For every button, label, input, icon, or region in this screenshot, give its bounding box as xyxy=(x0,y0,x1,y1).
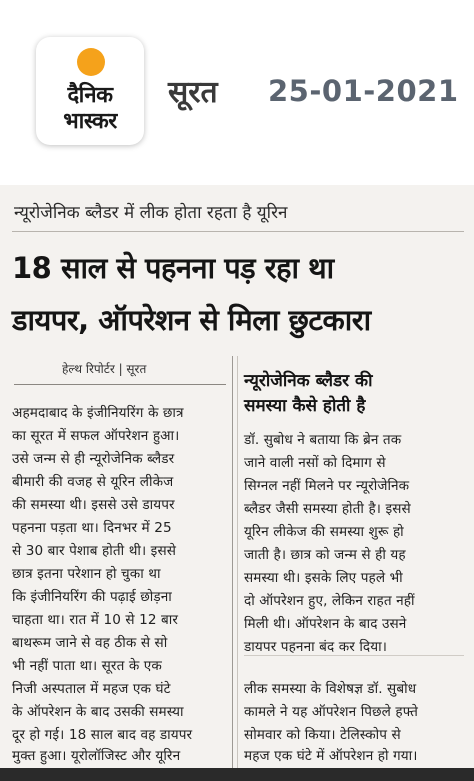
body-line: डॉ. सुबोध ने बताया कि ब्रेन तक xyxy=(244,432,402,448)
body-line: अहमदाबाद के इंजीनियरिंग के छात्र xyxy=(12,405,184,421)
article-byline: हेल्थ रिपोर्टर | सूरत xyxy=(62,362,147,376)
column-divider xyxy=(232,356,233,781)
body-line: के ऑपरेशन के बाद उसकी समस्या xyxy=(12,704,184,720)
body-line: का सूरत में सफल ऑपरेशन हुआ। xyxy=(12,428,180,444)
body-line: मिली थी। ऑपरेशन के बाद उसने xyxy=(244,616,407,632)
headline-line-1: 18 साल से पहनना पड़ रहा था xyxy=(12,251,334,285)
newspaper-logo xyxy=(36,37,144,145)
body-line: समस्या थी। इसके लिए पहले भी xyxy=(244,570,403,586)
body-line: की समस्या थी। इससे उसे डायपर xyxy=(12,497,175,513)
body-line: निजी अस्पताल में महज एक घंटे xyxy=(12,681,171,697)
edition-city: सूरत xyxy=(168,75,218,110)
body-line: महज एक घंटे में ऑपरेशन हो गया। xyxy=(244,748,418,764)
subhead-line-2: समस्या कैसे होती है xyxy=(244,396,366,416)
body-line: मुक्त हुआ। यूरोलॉजिस्ट और यूरिन xyxy=(12,748,181,764)
body-line: दूर हो गई। 18 साल बाद वह डायपर xyxy=(12,727,193,743)
body-line: जाने वाली नसों को दिमाग से xyxy=(244,455,386,471)
body-line: कि इंजीनियरिंग की पढ़ाई छोड़ना xyxy=(12,589,172,605)
paragraph-divider xyxy=(244,655,464,656)
body-line: उसे जन्म से ही न्यूरोजेनिक ब्लैडर xyxy=(12,451,175,467)
logo-text-top: दैनिक xyxy=(67,83,113,108)
kicker-divider xyxy=(12,231,464,232)
body-line: यूरिन लीकेज की समस्या शुरू हो xyxy=(244,524,404,540)
body-line: भी नहीं पाता था। सूरत के एक xyxy=(12,658,162,674)
bottom-edge xyxy=(0,768,474,781)
body-line: सोमवार को किया। टेलिस्कोप से xyxy=(244,727,401,743)
logo-text-bottom: भास्कर xyxy=(63,109,117,134)
sun-icon xyxy=(77,48,105,76)
edition-date: 25-01-2021 xyxy=(268,74,459,108)
body-line: पहनना पड़ता था। दिनभर में 25 xyxy=(12,520,172,536)
body-line: लीक समस्या के विशेषज्ञ डॉ. सुबोध xyxy=(244,681,417,697)
body-line: जाती है। छात्र को जन्म से ही यह xyxy=(244,547,406,563)
body-line: डायपर पहनना बंद कर दिया। xyxy=(244,639,387,655)
body-line: कामले ने यह ऑपरेशन पिछले हफ्ते xyxy=(244,704,419,720)
article-kicker: न्यूरोजेनिक ब्लैडर में लीक होता रहता है यूरिन xyxy=(14,203,288,223)
body-line: चाहता था। रात में 10 से 12 बार xyxy=(12,612,179,628)
headline-line-2: डायपर, ऑपरेशन से मिला छुटकारा xyxy=(12,303,371,337)
body-line: छात्र इतना परेशान हो चुका था xyxy=(12,566,161,582)
body-line: बीमारी की वजह से यूरिन लीकेज xyxy=(12,474,174,490)
page-header xyxy=(0,0,474,185)
body-line: से 30 बार पेशाब होती थी। इससे xyxy=(12,543,177,559)
body-line: सिग्नल नहीं मिलने पर न्यूरोजेनिक xyxy=(244,478,410,494)
body-line: दो ऑपरेशन हुए, लेकिन राहत नहीं xyxy=(244,593,415,609)
body-line: बाथरूम जाने से वह ठीक से सो xyxy=(12,635,168,651)
body-line: ब्लैडर जैसी समस्या होती है। इससे xyxy=(244,501,411,517)
column-divider-shadow xyxy=(237,356,238,781)
byline-divider xyxy=(14,384,226,385)
subhead-line-1: न्यूरोजेनिक ब्लैडर की xyxy=(244,371,373,391)
